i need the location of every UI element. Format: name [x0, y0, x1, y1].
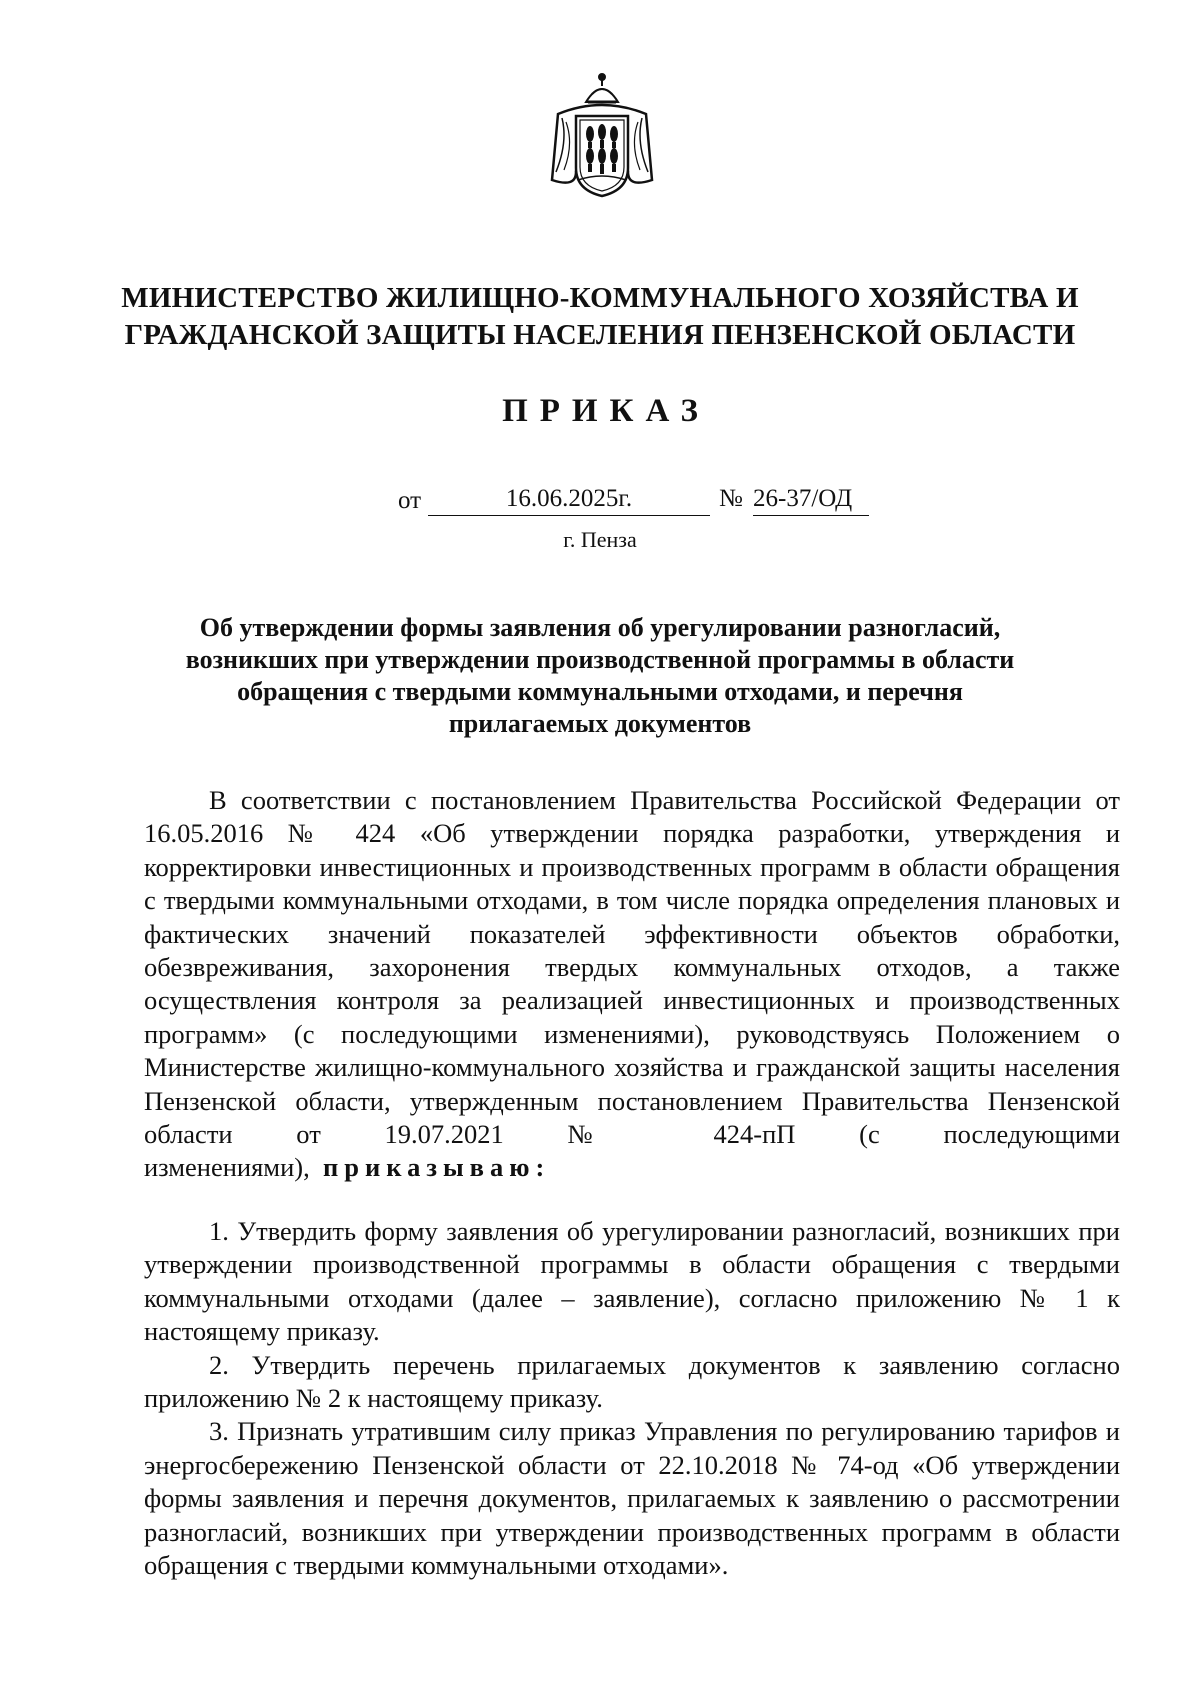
- ministry-name: [80, 280, 1120, 354]
- order-number: 26-37/ОД: [753, 483, 869, 516]
- preamble-paragraph: [144, 784, 1120, 1185]
- order-subject: [140, 612, 1060, 740]
- subject-line: возникших при утверждении производственной программы в области: [185, 645, 1015, 674]
- coat-of-arms-icon: [548, 72, 656, 206]
- order-item-2: 2. Утвердить перечень прилагаемых документов к заявлению согласно приложению № 2 к настоящему приказу.: [144, 1349, 1120, 1414]
- issue-city: г. Пенза: [563, 527, 637, 552]
- command-word: приказываю:: [322, 1152, 551, 1183]
- order-item-1: 1. Утвердить форму заявления об урегулировании разногласий, возникших при утверждении производственной программы в области обращения с твердыми коммунальными отходами (далее – заявление), согласно приложению № 1 к настоящему приказу.: [144, 1216, 1120, 1347]
- order-details: [0, 483, 1200, 519]
- document-type-title: ПРИКАЗ: [502, 393, 710, 429]
- ministry-name-line: МИНИСТЕРСТВО ЖИЛИЩНО-КОММУНАЛЬНОГО ХОЗЯЙСТВА И: [121, 282, 1079, 314]
- order-item-3: 3. Признать утратившим силу приказ Управления по регулированию тарифов и энергосбережению Пензенской области от 22.10.2018 № 74-од «Об утверждении формы заявления и перечня документов, прилагаемых к заявлению о рассмотрении разногласий, возникших при утверждении производственных программ в области обращения с твердыми коммунальными отходами».: [144, 1416, 1120, 1581]
- subject-line: Об утверждении формы заявления об урегулировании разногласий,: [199, 613, 1001, 642]
- preamble-text: В соответствии с постановлением Правительства Российской Федерации от 16.05.2016 № 424 «Об утверждении порядка разработки, утверждения и корректировки инвестиционных и производственных программ в области обращения с твердыми коммунальными отходами, в том числе порядка определения плановых и фактических значений показателей эффективности объектов обработки, обезвреживания, захоронения твердых коммунальных отходов, а также осуществления контроля за реализацией инвестиционных и производственных программ» (с последующими изменениями), руководствуясь Положением о Министерстве жилищно-коммунального хозяйства и гражданской защиты населения Пензенской области, утвержденным постановлением Правительства Пензенской области от 19.07.2021 № 424-пП (с последующими изменениями),: [144, 785, 1120, 1183]
- date-label: от: [398, 487, 422, 514]
- order-date: 16.06.2025г.: [428, 483, 710, 516]
- subject-line: прилагаемых документов: [448, 709, 752, 738]
- order-items: [144, 1215, 1120, 1582]
- number-sign: №: [719, 485, 743, 512]
- preamble-section: [144, 784, 1120, 1185]
- subject-line: обращения с твердыми коммунальными отходами, и перечня: [237, 677, 963, 706]
- ministry-name-line: ГРАЖДАНСКОЙ ЗАЩИТЫ НАСЕЛЕНИЯ ПЕНЗЕНСКОЙ ОБЛАСТИ: [124, 319, 1076, 351]
